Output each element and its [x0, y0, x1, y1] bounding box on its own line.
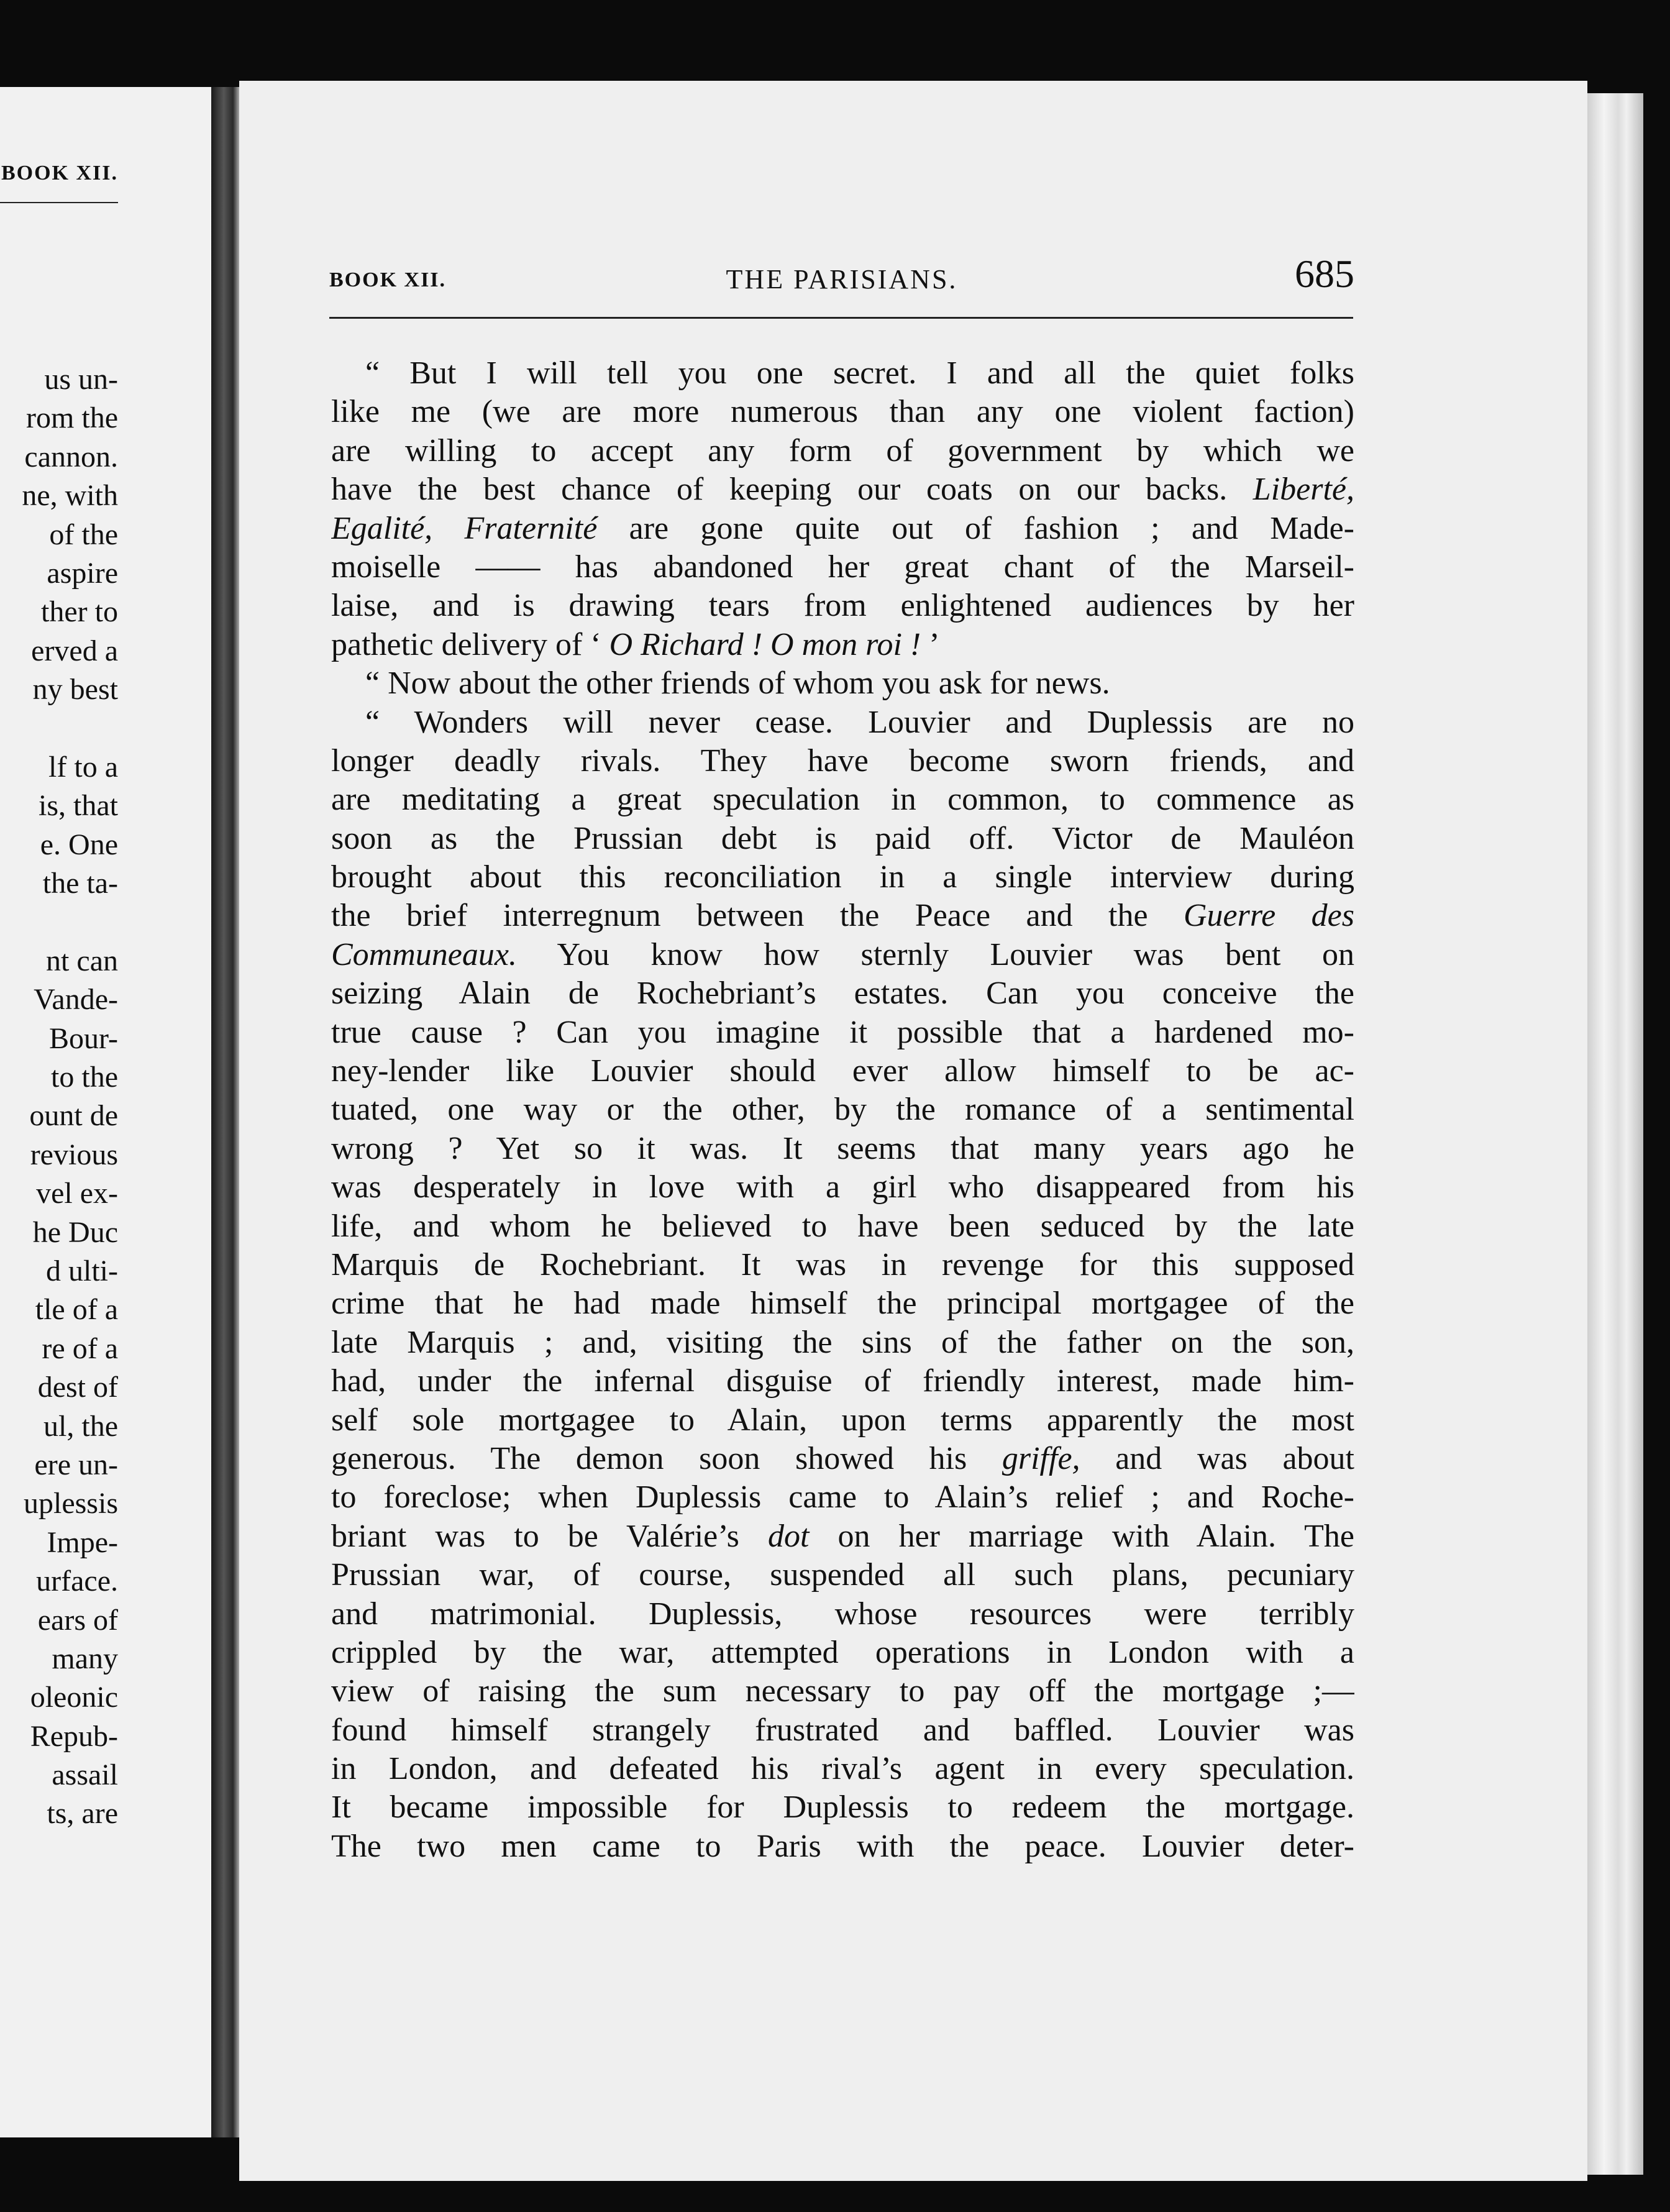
book-title: THE PARISIANS. — [726, 264, 958, 295]
left-page-line: cannon. — [24, 440, 118, 473]
body-line: late Marquis ; and, visiting the sins of the father on the son, — [331, 1324, 1354, 1360]
left-page-line: many — [52, 1642, 118, 1675]
left-page-line: Impe- — [47, 1525, 118, 1559]
left-page-text — [0, 360, 118, 1834]
body-line: moiselle —— has abandoned her great chant of the Marseil- — [331, 549, 1354, 585]
left-page-line: uplessis — [23, 1487, 118, 1520]
body-line: to foreclose; when Duplessis came to Alain’s relief ; and Roche- — [331, 1479, 1354, 1515]
header-rule — [329, 317, 1353, 319]
left-page-line — [0, 710, 118, 748]
body-line: It became impossible for Duplessis to redeem the mortgage. — [331, 1789, 1354, 1826]
body-line: and matrimonial. Duplessis, whose resources were terribly — [331, 1596, 1354, 1632]
page-number: 685 — [1295, 252, 1354, 296]
body-line: “ Now about the other friends of whom you ask for news. — [365, 665, 1110, 702]
body-line: crime that he had made himself the principal mortgagee of the — [331, 1286, 1354, 1322]
body-line: pathetic delivery of ‘ O Richard ! O mon roi ! ’ — [331, 626, 940, 662]
body-line: are willing to accept any form of government by which we — [331, 432, 1354, 468]
body-line: The two men came to Paris with the peace. Louvier deter- — [331, 1828, 1354, 1864]
body-line: seizing Alain de Rochebriant’s estates. Can you conceive the — [331, 976, 1354, 1012]
body-text — [331, 354, 1354, 1866]
left-page-line: re of a — [42, 1332, 118, 1365]
left-page-line: Repub- — [30, 1719, 118, 1753]
left-page-line: oleonic — [30, 1681, 118, 1714]
left-running-header: BOOK XII. — [1, 162, 118, 185]
left-page-line: ts, are — [47, 1797, 118, 1830]
left-page-line: ears of — [37, 1603, 118, 1637]
left-page-line: he Duc — [32, 1215, 118, 1249]
left-page-line: e. One — [40, 828, 118, 861]
book-gutter — [211, 87, 242, 2137]
left-page-line: d ulti- — [46, 1254, 118, 1287]
body-line: life, and whom he believed to have been seduced by the late — [331, 1208, 1354, 1244]
body-line: Communeaux. You know how sternly Louvier was bent on — [331, 936, 1354, 972]
body-line: Egalité, Fraternité are gone quite out of fashion ; and Made- — [331, 510, 1354, 546]
left-page-line: ny best — [32, 673, 118, 706]
body-line: ney-lender like Louvier should ever allow himself to be ac- — [331, 1053, 1354, 1089]
left-page-line: assail — [52, 1758, 118, 1792]
body-line: wrong ? Yet so it was. It seems that many years ago he — [331, 1130, 1354, 1166]
body-line: found himself strangely frustrated and baffled. Louvier was — [331, 1712, 1354, 1748]
body-line: crippled by the war, attempted operations in London with a — [331, 1634, 1354, 1670]
left-page-line: Bour- — [48, 1021, 118, 1055]
left-page-line: aspire — [47, 556, 118, 590]
left-page-line: nt can — [46, 944, 118, 977]
body-line: Prussian war, of course, suspended all such plans, pecuniary — [331, 1557, 1354, 1593]
body-line: brought about this reconciliation in a single interview during — [331, 859, 1354, 895]
body-line: view of raising the sum necessary to pay off the mortgage ;— — [331, 1673, 1354, 1709]
body-line: generous. The demon soon showed his griffe, and was about — [331, 1440, 1354, 1476]
left-page-line: ere un- — [34, 1448, 118, 1481]
body-line: self sole mortgagee to Alain, upon terms apparently the most — [331, 1402, 1354, 1438]
body-line: tuated, one way or the other, by the romance of a sentimental — [331, 1092, 1354, 1128]
left-page-line: to the — [51, 1061, 118, 1094]
left-page-line: vel ex- — [36, 1177, 118, 1210]
body-line: the brief interregnum between the Peace and the Guerre des — [331, 898, 1354, 934]
left-page-line: rom the — [26, 401, 118, 435]
body-line: had, under the infernal disguise of friendly interest, made him- — [331, 1363, 1354, 1399]
body-line: Marquis de Rochebriant. It was in revenge for this supposed — [331, 1246, 1354, 1282]
left-page-line: ther to — [41, 595, 118, 629]
left-page-line: tle of a — [35, 1293, 118, 1327]
left-page-line: ne, with — [22, 479, 118, 513]
left-page-line: of the — [49, 518, 118, 551]
left-header-rule — [0, 202, 118, 203]
body-line: “ Wonders will never cease. Louvier and Duplessis are no — [365, 704, 1354, 740]
left-page-line: erved a — [31, 634, 118, 667]
body-line: have the best chance of keeping our coats on our backs. Liberté, — [331, 472, 1354, 508]
body-line: laise, and is drawing tears from enlightened audiences by her — [331, 588, 1354, 624]
body-line: like me (we are more numerous than any one violent faction) — [331, 394, 1354, 430]
left-page-line: us un- — [44, 363, 118, 396]
body-line: briant was to be Valérie’s dot on her marriage with Alain. The — [331, 1518, 1354, 1554]
left-page-line: Vande- — [34, 983, 118, 1017]
left-page-line: urface. — [36, 1565, 118, 1598]
left-page-line: lf to a — [48, 750, 118, 784]
body-line: soon as the Prussian debt is paid off. Victor de Mauléon — [331, 820, 1354, 856]
body-line: true cause ? Can you imagine it possible that a hardened mo- — [331, 1014, 1354, 1050]
page-edges — [1587, 93, 1643, 2175]
book-label: BOOK XII. — [329, 268, 447, 291]
left-page-line — [0, 903, 118, 941]
left-page-line: ul, the — [43, 1409, 118, 1443]
body-line: “ But I will tell you one secret. I and all the quiet folks — [365, 355, 1354, 391]
left-page-line: ount de — [29, 1099, 118, 1133]
body-line: longer deadly rivals. They have become sworn friends, and — [331, 743, 1354, 779]
body-line: are meditating a great speculation in common, to commence as — [331, 782, 1354, 818]
left-page-line: is, that — [39, 789, 118, 823]
left-page-line: the ta- — [42, 867, 118, 900]
left-page-line: revious — [30, 1138, 118, 1171]
body-line: was desperately in love with a girl who disappeared from his — [331, 1169, 1354, 1205]
body-line: in London, and defeated his rival’s agent in every speculation. — [331, 1751, 1354, 1787]
left-page-line: dest of — [37, 1371, 118, 1404]
running-header — [329, 244, 1354, 296]
